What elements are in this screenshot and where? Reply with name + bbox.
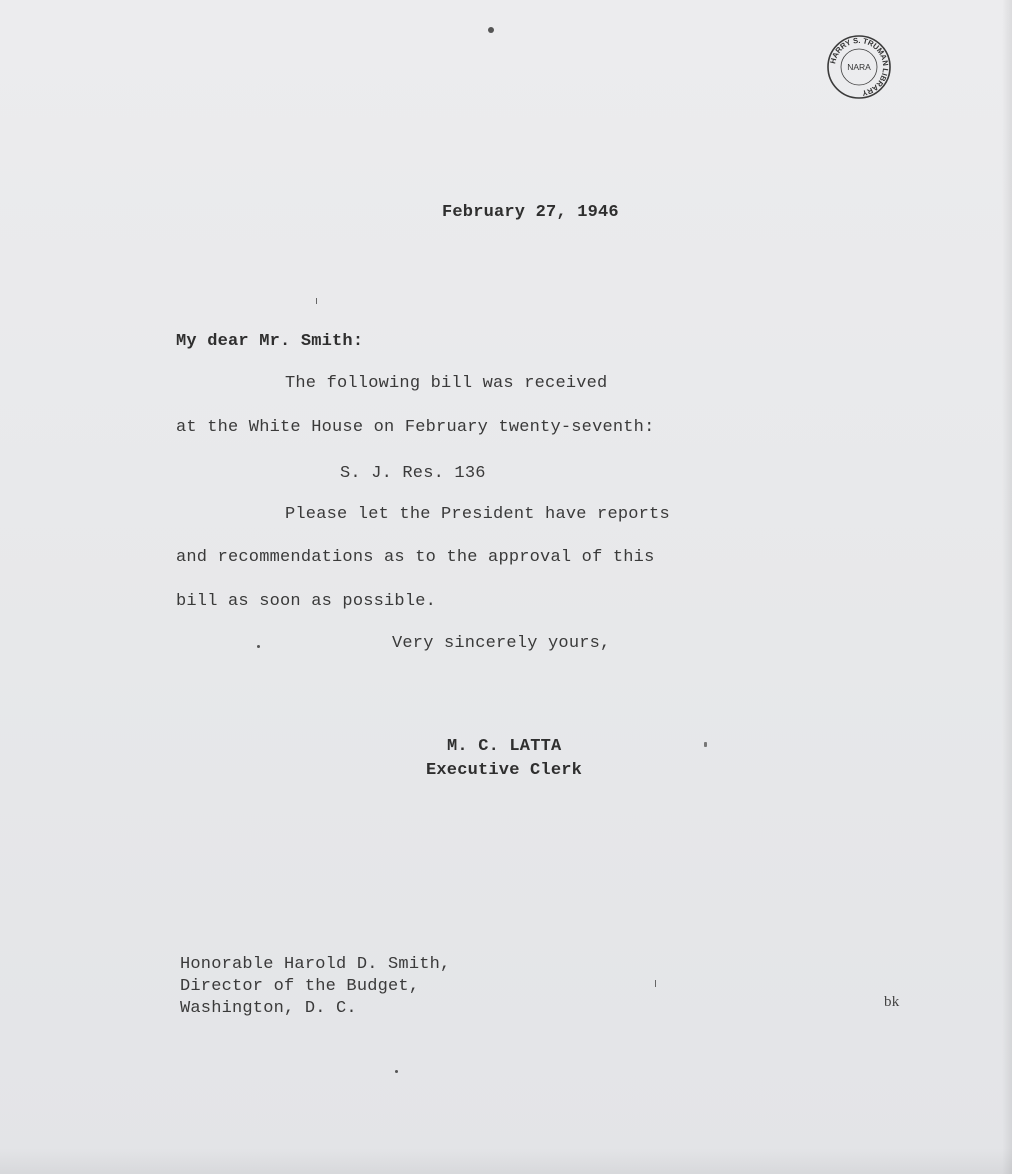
ink-speck <box>316 298 317 304</box>
bill-reference: S. J. Res. 136 <box>340 464 486 483</box>
ink-speck <box>704 742 707 747</box>
ink-speck <box>257 645 260 648</box>
letter-date: February 27, 1946 <box>442 203 619 222</box>
addressee-line-3: Washington, D. C. <box>180 999 357 1018</box>
addressee-line-2: Director of the Budget, <box>180 977 420 996</box>
svg-text:HARRY S. TRUMAN LIBRARY: HARRY S. TRUMAN LIBRARY <box>828 35 891 98</box>
page-bottom-edge <box>0 1148 1012 1174</box>
body-line-1: The following bill was received <box>285 374 608 393</box>
ink-speck <box>655 980 656 987</box>
signature-name: M. C. LATTA <box>447 737 562 756</box>
page-edge-shadow <box>1002 0 1012 1174</box>
ink-speck <box>395 1070 398 1073</box>
addressee-line-1: Honorable Harold D. Smith, <box>180 955 451 974</box>
body-line-4: and recommendations as to the approval of this <box>176 548 655 567</box>
body-line-5: bill as soon as possible. <box>176 592 437 611</box>
truman-library-stamp <box>826 34 892 100</box>
salutation: My dear Mr. Smith: <box>176 332 364 351</box>
typist-initials: bk <box>884 994 900 1010</box>
body-line-3: Please let the President have reports <box>285 505 670 524</box>
closing: Very sincerely yours, <box>392 634 611 653</box>
body-line-2: at the White House on February twenty-seventh: <box>176 418 655 437</box>
signature-title: Executive Clerk <box>426 761 583 780</box>
svg-text:NARA: NARA <box>847 62 871 72</box>
ink-speck <box>488 27 494 33</box>
